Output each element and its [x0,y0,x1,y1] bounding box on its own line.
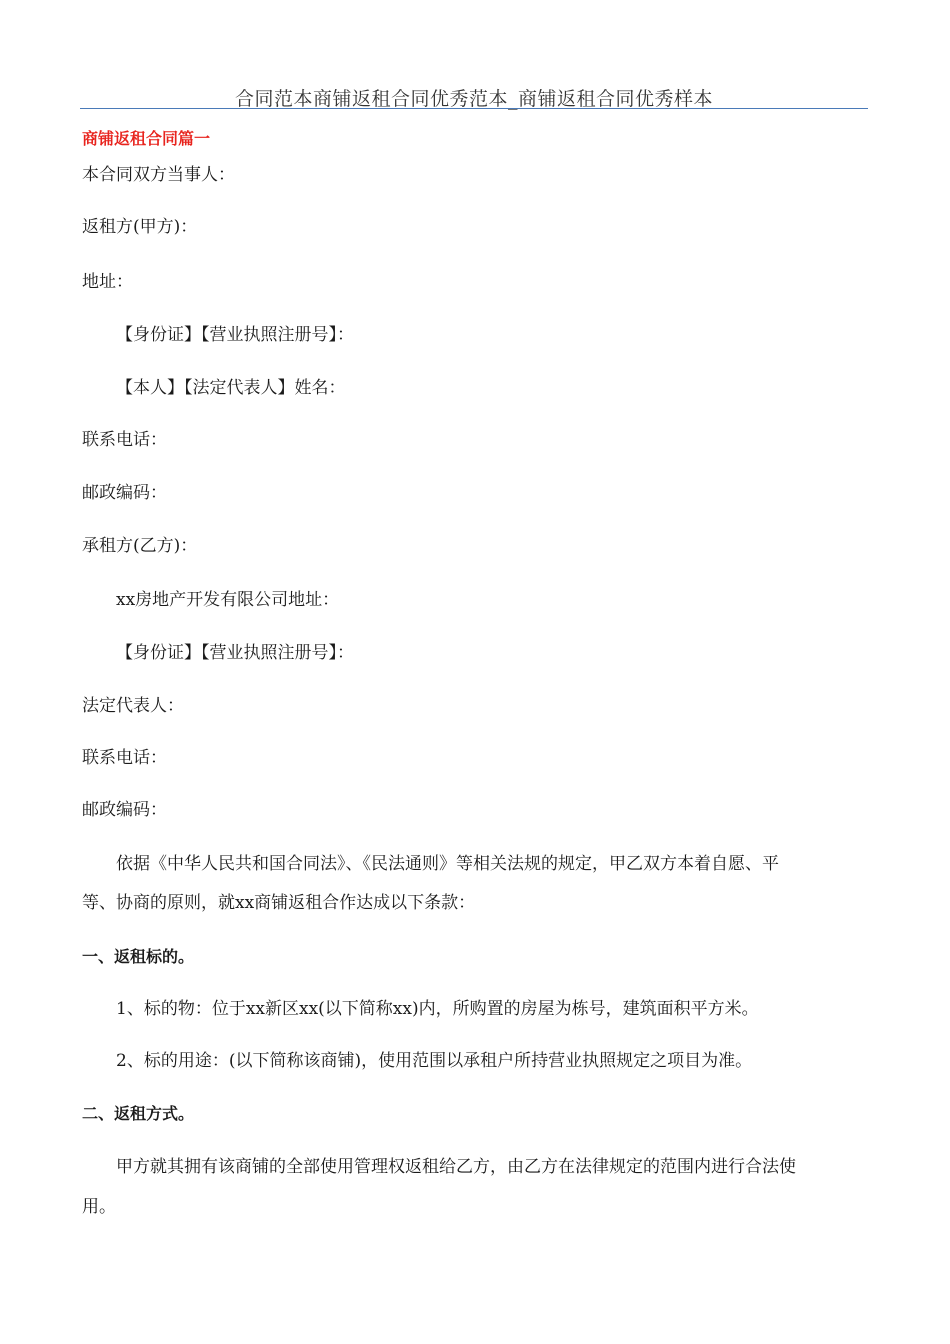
method-paragraph-line-1: 甲方就其拥有该商铺的全部使用管理权返租给乙方，由乙方在法律规定的范围内进行合法使 [116,1157,796,1177]
page-header-title: 合同范本商铺返租合同优秀范本_商铺返租合同优秀样本 [234,88,713,110]
section-title: 商铺返租合同篇一 [82,129,211,148]
party-b-representative: 法定代表人： [82,696,184,716]
header-divider [80,108,868,109]
party-a-address: 地址： [82,272,133,292]
heading-lease-subject: 一、返租标的。 [82,947,195,966]
method-paragraph-line-2: 用。 [82,1197,116,1217]
item-subject-use: 2、标的用途：(以下简称该商铺)，使用范围以承租户所持营业执照规定之项目为准。 [116,1051,753,1071]
party-a-name: 【本人】【法定代表人】姓名： [116,378,346,398]
party-b-postcode: 邮政编码： [82,800,167,820]
party-a-id: 【身份证】【营业执照注册号】： [116,325,354,345]
heading-lease-method: 二、返租方式。 [82,1104,195,1123]
parties-line: 本合同双方当事人： [82,165,235,185]
party-b-phone: 联系电话： [82,748,167,768]
intro-paragraph-line-2: 等、协商的原则，就xx商铺返租合作达成以下条款： [82,893,476,913]
party-a-line: 返租方(甲方)： [82,217,198,237]
party-b-company: xx房地产开发有限公司地址： [116,590,340,610]
item-subject-matter: 1、标的物：位于xx新区xx(以下简称xx)内，所购置的房屋为栋号，建筑面积平方米。 [116,999,759,1019]
party-b-line: 承租方(乙方)： [82,536,198,556]
party-a-postcode: 邮政编码： [82,483,167,503]
intro-paragraph-line-1: 依据《中华人民共和国合同法》、《民法通则》等相关法规的规定，甲乙双方本着自愿、平 [116,854,779,874]
party-a-phone: 联系电话： [82,430,167,450]
party-b-id: 【身份证】【营业执照注册号】： [116,643,354,663]
